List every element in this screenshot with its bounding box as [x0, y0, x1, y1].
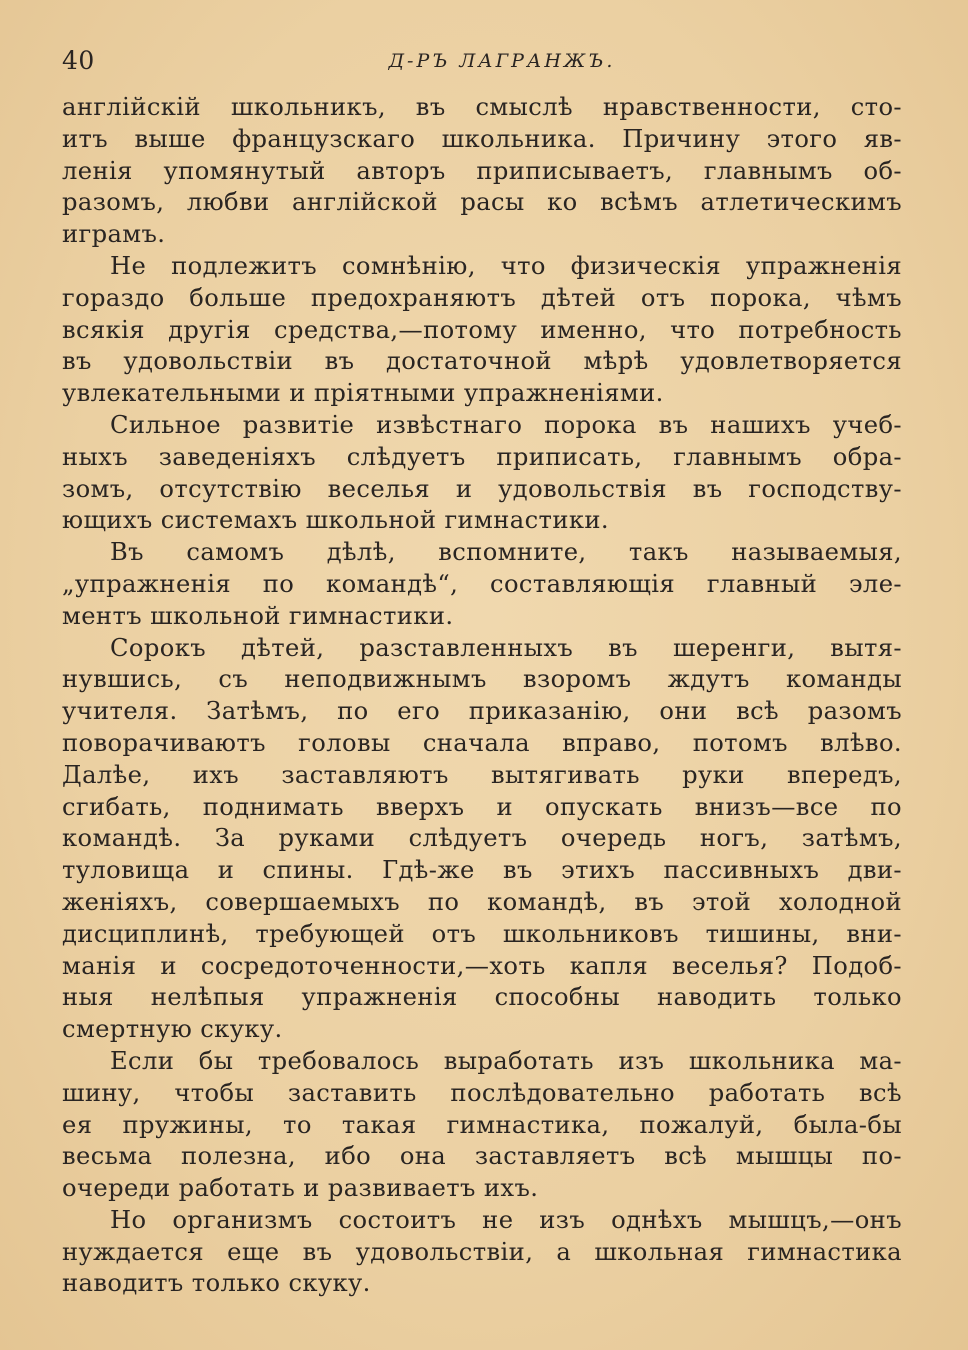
paragraph: [62, 92, 902, 251]
text-line: манія и сосредоточенности,—хоть капля веселья? Подоб-: [62, 951, 902, 980]
text-line: играмъ.: [62, 220, 166, 249]
text-line: туловища и спины. Гдѣ-же въ этихъ пассивныхъ дви-: [62, 856, 902, 885]
text-line: командѣ. За руками слѣдуетъ очередь ногъ, затѣмъ,: [62, 824, 902, 853]
text-line: Не подлежитъ сомнѣнію, что физическія упражненія: [110, 251, 902, 280]
text-line: женіяхъ, совершаемыхъ по командѣ, въ этой холодной: [62, 887, 902, 916]
text-line: Далѣе, ихъ заставляютъ вытягивать руки впередъ,: [62, 760, 902, 789]
paragraph: [62, 633, 902, 1046]
text-line: всякія другія средства,—потому именно, что потребность: [62, 315, 902, 344]
text-line: сгибать, поднимать вверхъ и опускать внизъ—все по: [62, 792, 902, 821]
text-line: Сорокъ дѣтей, разставленныхъ въ шеренги, вытя-: [110, 633, 902, 662]
paragraph: [62, 1046, 902, 1205]
text-line: гораздо больше предохраняютъ дѣтей отъ порока, чѣмъ: [62, 283, 902, 312]
text-line: Но организмъ состоитъ не изъ однѣхъ мышцъ,—онъ: [110, 1205, 902, 1234]
text-line: очереди работать и развиваетъ ихъ.: [62, 1174, 539, 1203]
paragraph: [62, 537, 902, 632]
text-line: Если бы требовалось выработать изъ школьника ма-: [110, 1046, 902, 1075]
page-number: 40: [62, 46, 95, 75]
text-line: нуждается еще въ удовольствіи, а школьная гимнастика: [62, 1237, 902, 1266]
text-line: дисциплинѣ, требующей отъ школьниковъ тишины, вни-: [62, 919, 902, 948]
paragraph: [62, 251, 902, 410]
text-line: поворачиваютъ головы сначала вправо, потомъ влѣво.: [62, 728, 902, 757]
body-text: [62, 92, 902, 1300]
running-head: [62, 46, 902, 82]
text-line: ея пружины, то такая гимнастика, пожалуй, была-бы: [62, 1110, 902, 1139]
text-line: зомъ, отсутствію веселья и удовольствія въ господству-: [62, 474, 902, 503]
text-line: англійскій школьникъ, въ смыслѣ нравственности, сто-: [62, 93, 902, 121]
text-line: ныя нелѣпыя упражненія способны наводить только: [62, 983, 902, 1012]
paragraph: [62, 410, 902, 537]
running-title: Д-РЪ ЛАГРАНЖЪ.: [388, 50, 616, 72]
paragraph: [62, 1205, 902, 1300]
text-line: весьма полезна, ибо она заставляетъ всѣ мышцы по-: [62, 1142, 902, 1171]
text-line: ментъ школьной гимнастики.: [62, 601, 454, 630]
text-line: шину, чтобы заставить послѣдовательно работать всѣ: [62, 1078, 902, 1107]
text-line: разомъ, любви англійской расы ко всѣмъ атлетическимъ: [62, 188, 902, 217]
text-line: нувшись, съ неподвижнымъ взоромъ ждутъ команды: [62, 665, 902, 694]
text-line: ныхъ заведеніяхъ слѣдуетъ приписать, главнымъ обра-: [62, 442, 902, 471]
text-line: ленія упомянутый авторъ приписываетъ, главнымъ об-: [62, 156, 902, 185]
text-line: ющихъ системахъ школьной гимнастики.: [62, 506, 609, 535]
text-line: Сильное развитіе извѣстнаго порока въ нашихъ учеб-: [110, 410, 902, 439]
text-line: увлекательными и пріятными упражненіями.: [62, 379, 664, 408]
text-line: наводитъ только скуку.: [62, 1269, 371, 1298]
text-line: „упражненія по командѣ“, составляющія главный эле-: [62, 569, 902, 598]
text-line: итъ выше французскаго школьника. Причину этого яв-: [62, 124, 902, 153]
text-line: смертную скуку.: [62, 1015, 283, 1044]
text-line: учителя. Затѣмъ, по его приказанію, они всѣ разомъ: [62, 697, 902, 726]
text-line: въ удовольствіи въ достаточной мѣрѣ удовлетворяется: [62, 347, 902, 376]
text-line: Въ самомъ дѣлѣ, вспомните, такъ называемыя,: [110, 538, 902, 567]
